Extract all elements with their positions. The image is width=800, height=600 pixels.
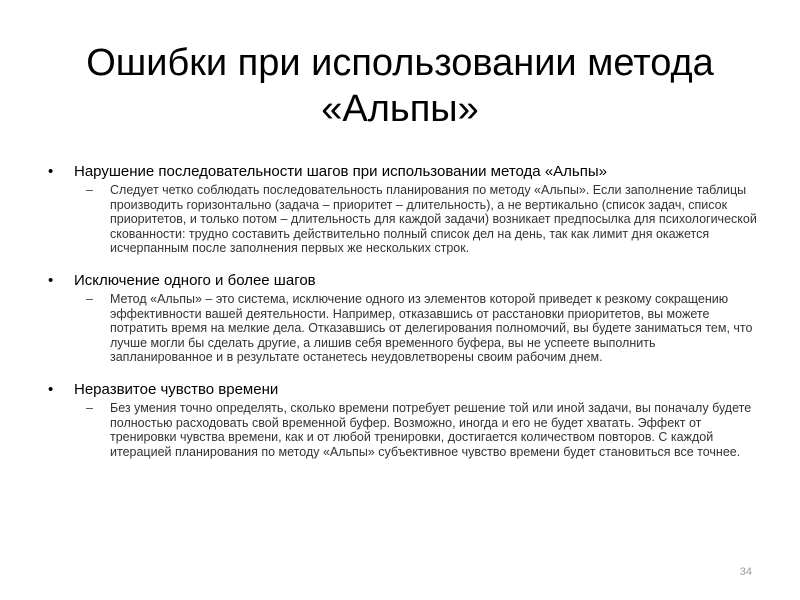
bullet-heading: Неразвитое чувство времени bbox=[74, 380, 279, 398]
dash-marker: – bbox=[86, 183, 93, 197]
bullet-item-step-exclusion bbox=[48, 272, 758, 365]
bullet-item-time-sense bbox=[48, 381, 758, 459]
bullet-marker: • bbox=[48, 163, 54, 180]
sub-item-text: Метод «Альпы» – это система, исключение одного из элементов которой приведет к резкому сокращению эффективности вашей деятельности. Например, отказавшись от расстановки приоритетов, вы можете потратить время на мелкие дела. Отказавшись от делегирования полномочий, вы будете заниматься тем, что лучше могли бы сделать другие, а лишив себя временного буфера, вы не успеете выполнить запланированное и в результате останетесь неудовлетворены своим рабочим днем. bbox=[110, 291, 753, 365]
slide-content bbox=[48, 163, 758, 459]
bullet-marker: • bbox=[48, 380, 54, 398]
sub-item bbox=[80, 401, 758, 459]
page-number: 34 bbox=[739, 566, 752, 578]
bullet-item-sequence-violation bbox=[48, 163, 758, 256]
sub-item bbox=[80, 292, 758, 365]
dash-marker: – bbox=[86, 400, 93, 415]
slide-title: Ошибки при использовании метода «Альпы» bbox=[86, 42, 714, 130]
bullet-heading: Исключение одного и более шагов bbox=[74, 271, 316, 289]
sub-item bbox=[80, 183, 758, 256]
sub-item-text: Следует четко соблюдать последовательность планирования по методу «Альпы». Если заполнение таблицы производить горизонтально (задача – приоритет – длительность), а не вертикально (список задач, список приоритетов, и только потом – длительность для каждой задачи) возникает предпосылка для психологической скованности: трудно составить действительно полный список дел на день, так как лимит дня окажется исчерпанным после заполнения первых же нескольких строк. bbox=[110, 183, 757, 256]
sub-item-text: Без умения точно определять, сколько времени потребует решение той или иной задачи, вы поначалу будете полностью расходовать свой временной буфер. Возможно, иногда и его не будет хватать. Эффект от тренировки чувства времени, как и от любой тренировки, достигается количеством повторов. С каждой итерацией планирования по методу «Альпы» субъективное чувство времени будет становиться все точнее. bbox=[110, 400, 752, 459]
bullet-marker: • bbox=[48, 271, 54, 289]
bullet-heading: Нарушение последовательности шагов при использовании метода «Альпы» bbox=[74, 163, 607, 180]
dash-marker: – bbox=[86, 291, 93, 306]
